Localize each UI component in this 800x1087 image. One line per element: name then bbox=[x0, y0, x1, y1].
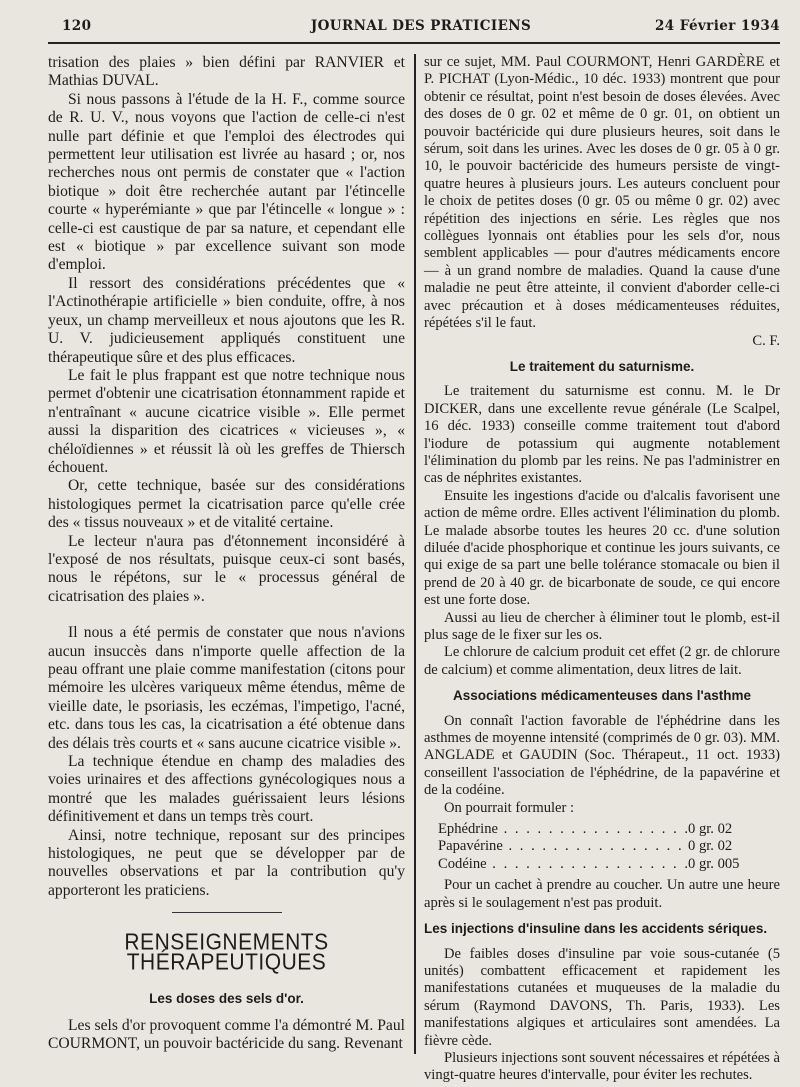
paragraph: Ensuite les ingestions d'acide ou d'alcalis favorisent une action de même ordre. Elles activent l'élimination du plomb. Le malade absorbe toutes les heures 20 cc. d'une solution diluée d'acide phosphorique et continue les jours suivants, ce qui exige de sa part une belle tolérance stomacale ou bien il prend de 20 à 40 gr. de bicarbonate de soude, ce qui encore est une forte dose. bbox=[424, 487, 780, 609]
column-divider bbox=[414, 54, 416, 1054]
paragraph: Pour un cachet à prendre au coucher. Un autre une heure après si le soulagement n'est pas produit. bbox=[424, 877, 780, 911]
paragraph: trisation des plaies » bien défini par RANVIER et Mathias DUVAL. bbox=[48, 54, 405, 90]
issue-date: 24 Février 1934 bbox=[655, 18, 780, 34]
formula-row bbox=[438, 856, 778, 873]
right-column bbox=[424, 54, 780, 1085]
asthma-heading: Associations médicamenteuses dans l'asthme bbox=[452, 688, 752, 704]
paragraph: Plusieurs injections sont souvent nécessaires et répétées à vingt-quatre heures d'intervalle, pour éviter les rechutes. bbox=[424, 1049, 780, 1084]
header-rule bbox=[48, 42, 780, 44]
paragraph: Le fait le plus frappant est que notre technique nous permet d'obtenir une cicatrisation étonnamment rapide et n'entraînant « aucune cicatrice visible ». Elle permet aussi la disparition des cicatrices « vicieuses », « chéloïdiennes » et réussit là où les greffes de Thiersch échouent. bbox=[48, 366, 405, 476]
formula-dose: 0 gr. 02 bbox=[688, 838, 733, 855]
paragraph: Ainsi, notre technique, reposant sur des principes histologiques, ne peut que se développer par de nouvelles observations et par la contribution qu'y apporteront les praticiens. bbox=[48, 826, 405, 899]
section-title: RENSEIGNEMENTS THÉRAPEUTIQUES bbox=[124, 930, 329, 976]
separator-rule bbox=[172, 912, 282, 913]
left-column bbox=[48, 54, 405, 1053]
formula-row bbox=[438, 838, 778, 855]
paragraph: Si nous passons à l'étude de la H. F., comme source de R. U. V., nous voyons que l'action de celle-ci n'est nulle part définie et que l'emploi des électrodes qui permettent leur utilisation est livrée au hasard ; or, nos recherches nous ont permis de constater que « l'action biotique » doit être recherchée autant par l'étincelle courte « hyperémiante » que par l'étincelle « longue » : celle-ci est caustique de par sa nature, et cependant elle est « biotique » par excellence suivant son mode d'emploi. bbox=[48, 90, 405, 274]
author-initials: C. F. bbox=[752, 332, 780, 349]
page-number: 120 bbox=[62, 18, 92, 34]
paragraph: La technique étendue en champ des maladies des voies urinaires et des affections gynécologiques nous a montré que les malades guérissaient leurs lésions définitivement et dans un temps très court. bbox=[48, 753, 405, 826]
paragraph: Il ressort des considérations précédentes que « l'Actinothérapie artificielle » bien conduite, offre, à nos yeux, un champ merveilleux et nous ajoutons que les R. U. V. judicieusement appliqués constituent une thérapeutique sûre et des plus efficaces. bbox=[48, 274, 405, 366]
paragraph: On pourrait formuler : bbox=[444, 799, 575, 816]
paragraph: Le traitement du saturnisme est connu. M. le Dr DICKER, dans une excellente revue générale (Le Scalpel, 16 déc. 1933) conseille comme traitement tout d'abord l'iodure de potassium qui augmente notablement l'élimination du plomb par les reins. Ne pas l'administrer en cas de néphrites existantes. bbox=[424, 383, 780, 487]
paragraph: On connaît l'action favorable de l'éphédrine dans les asthmes de moyenne intensité (comprimés de 0 gr. 03). MM. ANGLADE et GAUDIN (Soc. Thérapeut., 11 oct. 1933) conseillent l'association de l'éphédrine, de la papavérine et de la codéine. bbox=[424, 712, 780, 799]
formula-drug: Codéine . . . bbox=[438, 856, 688, 873]
formula-table bbox=[424, 821, 780, 873]
formula-dose: 0 gr. 005 bbox=[688, 855, 740, 872]
spacer bbox=[48, 606, 405, 624]
formula-dose: 0 gr. 02 bbox=[688, 821, 733, 838]
paragraph: sur ce sujet, MM. Paul COURMONT, Henri GARDÈRE et P. PICHAT (Lyon-Médic., 10 déc. 1933) montrent que pour obtenir ce résultat, point n'est besoin de doses élevées. Avec des doses de 0 gr. 02 et même de 0 gr. 01, on obtient un pouvoir bactéricide qui dure plusieurs heures, soit dans le sérum, soit dans les urines. Avec les doses de 0 gr. 05 à 0 gr. 10, le pouvoir bactéricide des humeurs persiste de vingt-quatre heures à plusieurs jours. Les auteurs concluent pour le choix de petites doses (0 gr. 05 ou même 0 gr. 02) avec répétition des injections en série. Les règles que nos collègues lyonnais ont établies pour les sels d'or, nous semblent applicables — pour d'autres médicaments encore — à un grand nombre de maladies. Quand la cause d'une maladie ne peut être atteinte, il convient d'aborder celle-ci avec précaution et à doses médicamenteuses réduites, répétées s'il le faut. bbox=[424, 54, 780, 332]
insulin-heading: Les injections d'insuline dans les accidents sériques. bbox=[424, 921, 768, 937]
saturnism-heading: Le traitement du saturnisme. bbox=[509, 358, 695, 374]
paragraph: Le chlorure de calcium produit cet effet (2 gr. de chlorure de calcium) et comme alimentation, deux litres de lait. bbox=[424, 644, 780, 678]
formula-row bbox=[438, 821, 778, 838]
paragraph: Aussi au lieu de chercher à éliminer tout le plomb, est-il plus sage de le fixer sur les os. bbox=[424, 609, 780, 643]
paragraph: Les sels d'or provoquent comme l'a démontré M. Paul COURMONT, un pouvoir bactéricide du sang. Revenant bbox=[48, 1016, 405, 1052]
paragraph: De faibles doses d'insuline par voie sous-cutanée (5 unités) combattent efficacement et rapidement les manifestations cutanées et muqueuses de la maladie du sérum (Raymond DAVONS, Th. Paris, 1933). Les manifestations algiques et articulaires sont amendées. La fièvre cède. bbox=[424, 945, 780, 1049]
gold-salts-heading: Les doses des sels d'or. bbox=[149, 991, 304, 1007]
paragraph: Le lecteur n'aura pas d'étonnement inconsidéré à l'exposé de nos résultats, puisque ceux-ci sont basés, nous le répétons, sur le « processus général de cicatrisation des plaies ». bbox=[48, 532, 405, 605]
journal-title: JOURNAL DES PRATICIENS bbox=[310, 18, 532, 34]
paragraph: Il nous a été permis de constater que nous n'avions aucun insuccès dans n'importe quelle affection de la peau offrant une plaie comme manifestation (citons pour mémoire les ulcères variqueux même étendus, même de vieille date, le psoriasis, les eczémas, l'impetigo, l'acné, etc. dans tous les cas, la cicatrisation a été obtenue dans des délais très courts et « sans aucune cicatrice visible ». bbox=[48, 624, 405, 752]
formula-drug: Papavérine . . . bbox=[438, 838, 688, 855]
paragraph: Or, cette technique, basée sur des considérations histologiques permet la cicatrisation parce qu'elle crée des « tissus nouveaux » et de vitalité certaine. bbox=[48, 477, 405, 532]
page-header bbox=[62, 14, 780, 36]
formula-drug: Ephédrine . . . bbox=[438, 821, 688, 838]
